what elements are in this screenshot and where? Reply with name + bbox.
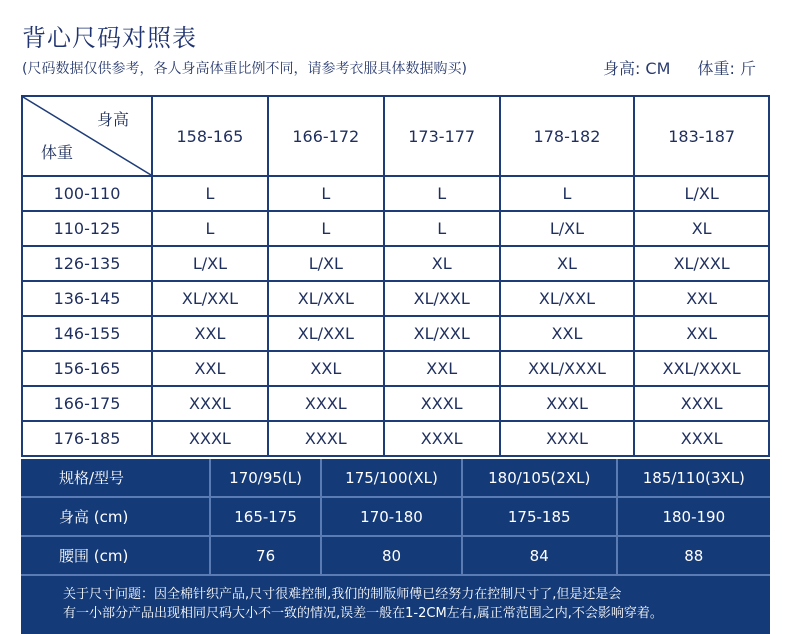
table-row: [22, 421, 769, 456]
page-title: 背心尺码对照表: [22, 24, 197, 52]
size-cell: L: [268, 211, 384, 246]
size-cell: L/XL: [268, 246, 384, 281]
weight-cell: 156-165: [22, 351, 152, 386]
size-cell: L: [152, 176, 268, 211]
size-cell: L: [384, 176, 500, 211]
weight-cell: 146-155: [22, 316, 152, 351]
size-cell: L: [268, 176, 384, 211]
height-header-cell: 166-172: [268, 96, 384, 176]
corner-height-label: 身高: [96, 110, 129, 129]
table-row: [22, 246, 769, 281]
weight-cell: 110-125: [22, 211, 152, 246]
size-cell: XL: [500, 246, 635, 281]
size-cell: XXL: [634, 316, 769, 351]
size-cell: L/XL: [634, 176, 769, 211]
spec-cell: 180/105(2XL): [462, 459, 617, 497]
size-cell: L: [384, 211, 500, 246]
spec-panel: [21, 459, 770, 634]
spec-cell: 170/95(L): [210, 459, 321, 497]
height-unit: 身高: CM: [602, 59, 671, 78]
size-cell: XXXL: [152, 386, 268, 421]
note-line: 有一小部分产品出现相同尺码大小不一致的情况,误差一般在1-2CM左右,属正常范围之内,不会影响穿着。: [63, 606, 663, 621]
table-row: [22, 211, 769, 246]
size-cell: XXL: [500, 316, 635, 351]
size-cell: XXL/XXXL: [500, 351, 635, 386]
table-row: [22, 351, 769, 386]
spec-cell: 80: [321, 536, 462, 575]
size-cell: XXXL: [634, 421, 769, 456]
size-cell: XXL: [268, 351, 384, 386]
weight-cell: 100-110: [22, 176, 152, 211]
corner-weight-label: 体重: [41, 143, 74, 162]
diagonal-divider: [23, 97, 151, 175]
spec-cell: 170-180: [321, 497, 462, 536]
spec-label: 规格/型号: [21, 459, 210, 497]
size-cell: XXXL: [268, 421, 384, 456]
size-cell: XXXL: [384, 386, 500, 421]
size-cell: XL/XXL: [634, 246, 769, 281]
spec-row: [21, 497, 770, 536]
size-cell: XXXL: [384, 421, 500, 456]
table-row: [22, 281, 769, 316]
size-cell: XL: [634, 211, 769, 246]
size-cell: L: [500, 176, 635, 211]
spec-row: [21, 459, 770, 497]
spec-cell: 88: [617, 536, 770, 575]
size-cell: XXL: [152, 316, 268, 351]
spec-cell: 180-190: [617, 497, 770, 536]
size-cell: XL/XXL: [152, 281, 268, 316]
weight-cell: 126-135: [22, 246, 152, 281]
size-cell: XL/XXL: [384, 281, 500, 316]
weight-cell: 166-175: [22, 386, 152, 421]
size-cell: XL: [384, 246, 500, 281]
weight-cell: 176-185: [22, 421, 152, 456]
weight-cell: 136-145: [22, 281, 152, 316]
spec-cell: 175-185: [462, 497, 617, 536]
spec-cell: 165-175: [210, 497, 321, 536]
spec-cell: 185/110(3XL): [617, 459, 770, 497]
size-cell: L/XL: [500, 211, 635, 246]
spec-table: [21, 459, 770, 576]
size-cell: XXXL: [500, 421, 635, 456]
table-row: [22, 316, 769, 351]
size-cell: XXXL: [634, 386, 769, 421]
height-header-cell: 178-182: [500, 96, 635, 176]
size-cell: XXXL: [152, 421, 268, 456]
size-cell: L/XL: [152, 246, 268, 281]
size-chart-table: [21, 95, 770, 457]
size-cell: XXL: [152, 351, 268, 386]
weight-unit: 体重: 斤: [697, 59, 756, 78]
height-header-cell: 158-165: [152, 96, 268, 176]
spec-cell: 84: [462, 536, 617, 575]
size-cell: XXXL: [268, 386, 384, 421]
size-cell: XL/XXL: [384, 316, 500, 351]
spec-label: 身高 (cm): [21, 497, 210, 536]
size-cell: XL/XXL: [268, 281, 384, 316]
height-header-cell: 173-177: [384, 96, 500, 176]
size-cell: XXL/XXXL: [634, 351, 769, 386]
spec-cell: 175/100(XL): [321, 459, 462, 497]
size-cell: XXXL: [500, 386, 635, 421]
spec-label: 腰围 (cm): [21, 536, 210, 575]
units-legend: [581, 56, 756, 79]
corner-cell: [22, 96, 152, 176]
note-line: 关于尺寸问题：因全棉针织产品,尺寸很难控制,我们的制版师傅已经努力在控制尺寸了,但是还是会: [63, 587, 622, 602]
page-subtitle: (尺码数据仅供参考，各人身高体重比例不同，请参考衣服具体数据购买): [22, 61, 467, 77]
size-cell: L: [152, 211, 268, 246]
spec-row: [21, 536, 770, 575]
table-row: [22, 386, 769, 421]
size-cell: XL/XXL: [500, 281, 635, 316]
size-cell: XL/XXL: [268, 316, 384, 351]
size-note: [63, 585, 663, 623]
size-cell: XXL: [634, 281, 769, 316]
height-header-row: [22, 96, 769, 176]
table-row: [22, 176, 769, 211]
spec-cell: 76: [210, 536, 321, 575]
height-header-cell: 183-187: [634, 96, 769, 176]
size-cell: XXL: [384, 351, 500, 386]
